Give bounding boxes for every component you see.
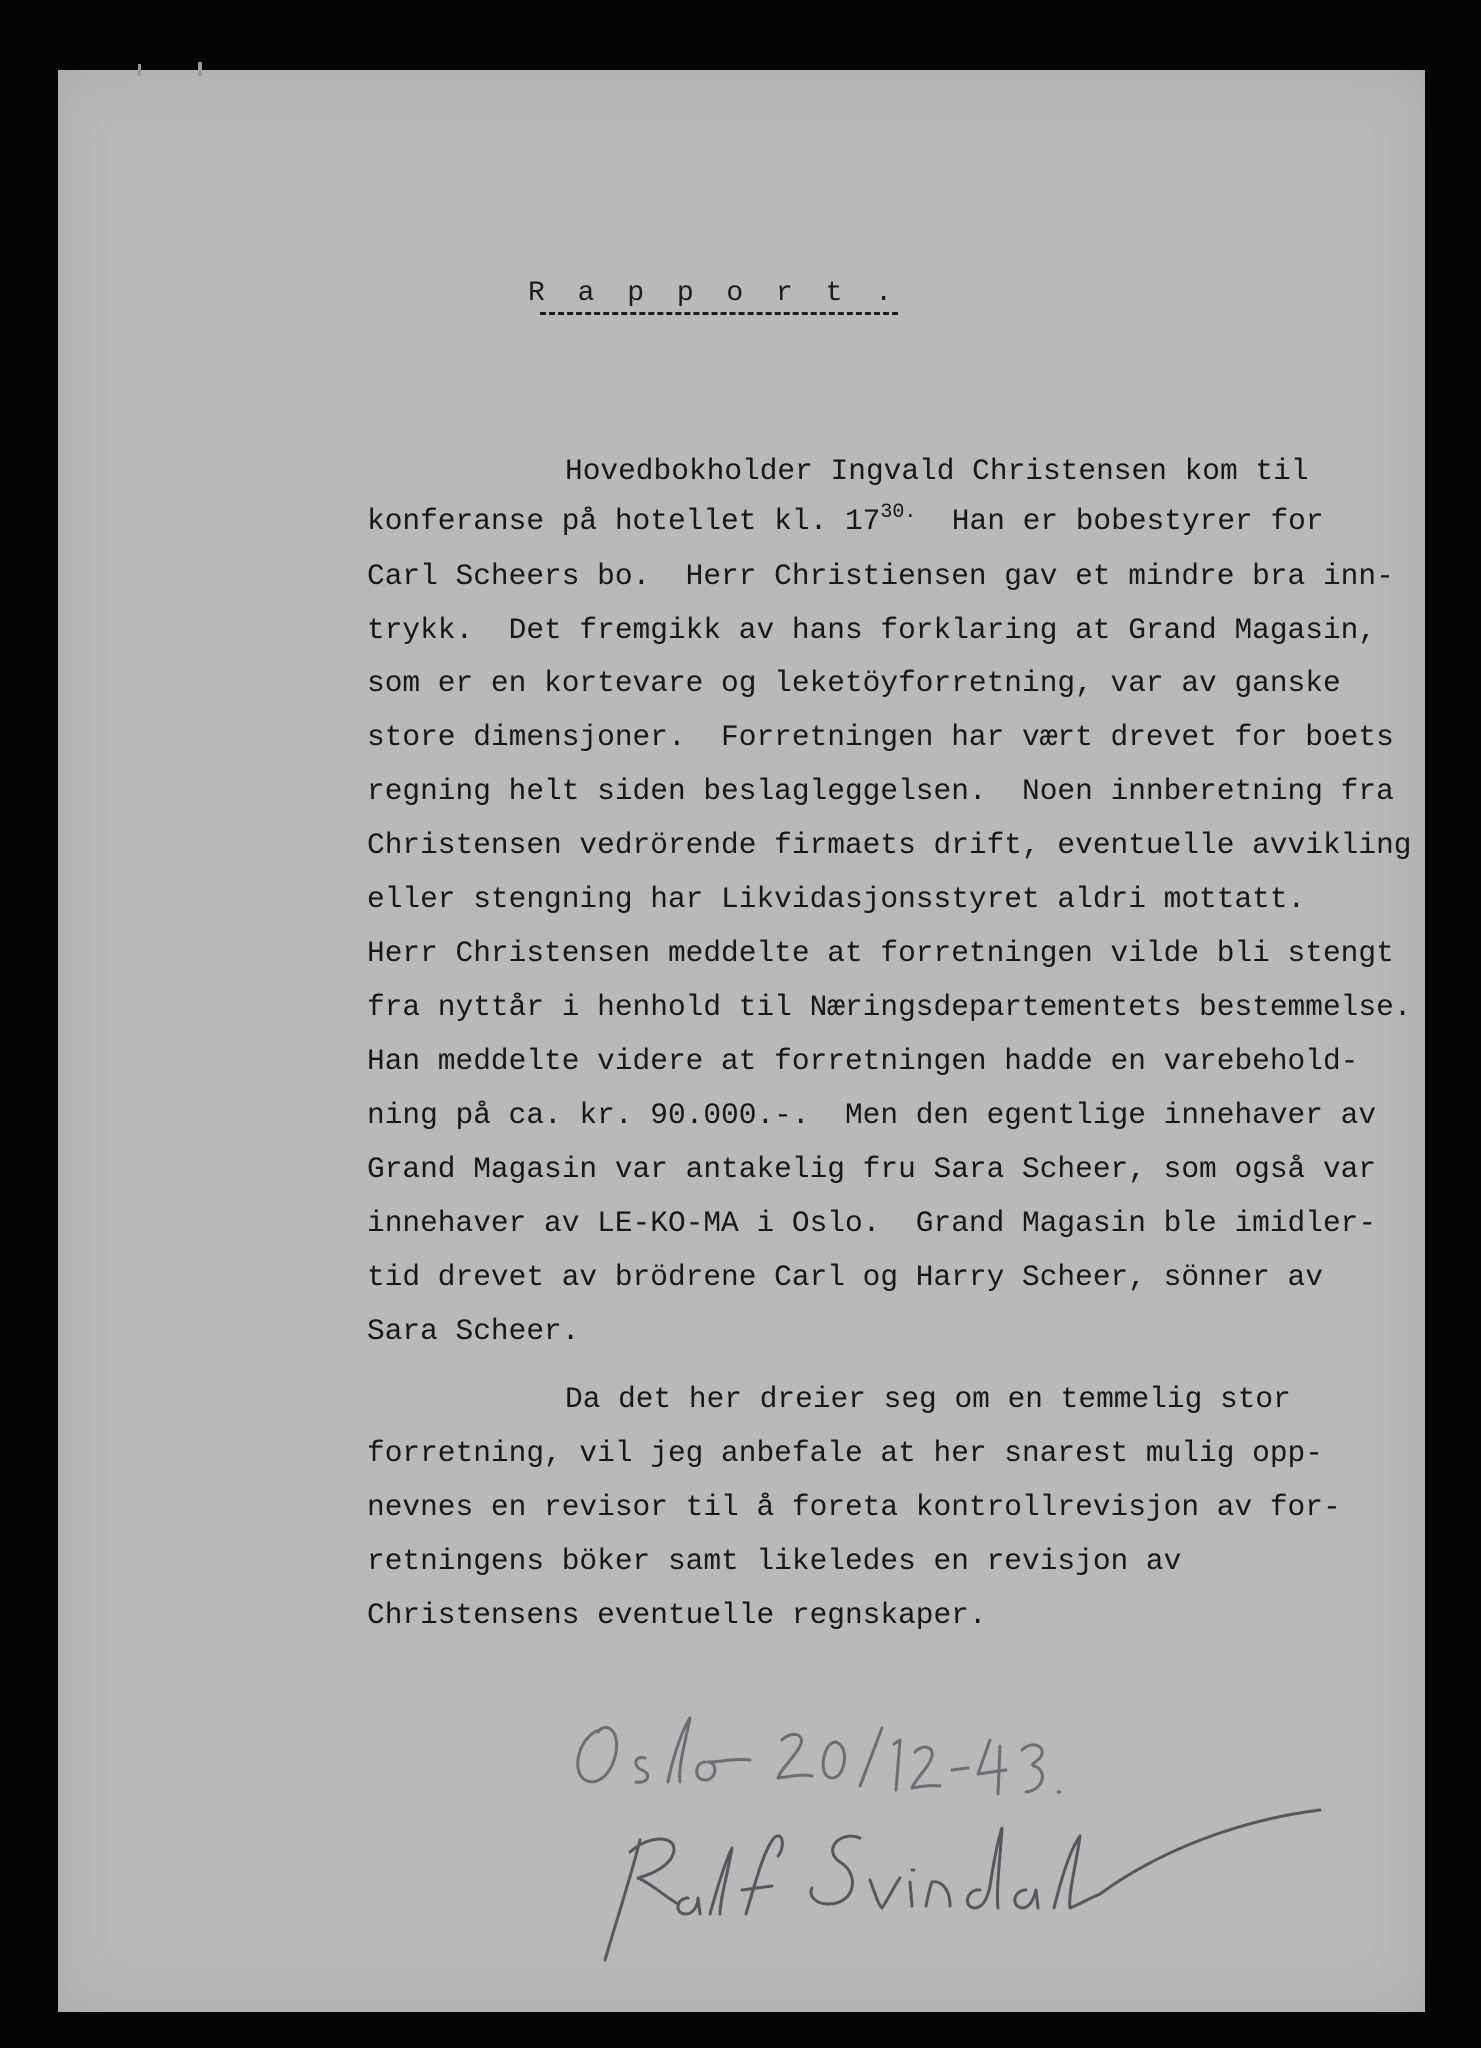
paragraph1-line: eller stengning har Likvidasjonsstyret aldri mottatt.: [367, 882, 1306, 916]
paragraph2-line: Christensens eventuelle regnskaper.: [367, 1598, 987, 1632]
edge-mark: [138, 64, 141, 76]
paragraph1-line-rest: Han er bobestyrer for: [916, 504, 1324, 538]
paragraph1-line: Grand Magasin var antakelig fru Sara Scheer, som også var: [367, 1152, 1377, 1186]
document-title: R a p p o r t .: [528, 278, 901, 309]
paragraph1-line: Sara Scheer.: [367, 1314, 580, 1348]
handwritten-signature-block: [560, 1700, 1380, 1980]
title-underline: [540, 312, 898, 315]
time-text: konferanse på hotellet kl. 17: [367, 504, 881, 538]
paragraph2-line: forretning, vil jeg anbefale at her snarest mulig opp-: [367, 1436, 1323, 1470]
paragraph1-line: Christensen vedrörende firmaets drift, eventuelle avvikling: [367, 828, 1412, 862]
paragraph1-line: innehaver av LE-KO-MA i Oslo. Grand Magasin ble imidler-: [367, 1206, 1377, 1240]
paragraph1-line: [367, 502, 1324, 540]
paragraph1-line: trykk. Det fremgikk av hans forklaring at Grand Magasin,: [367, 613, 1377, 647]
time-superscript: 30.: [880, 501, 917, 524]
handwritten-signature: [605, 1810, 1320, 1960]
paragraph1-line: ning på ca. kr. 90.000.-. Men den egentlige innehaver av: [367, 1098, 1377, 1132]
paragraph2-line: Da det her dreier seg om en temmelig stor: [565, 1382, 1291, 1416]
handwritten-place-date: [578, 1718, 1060, 1794]
paragraph1-line: regning helt siden beslagleggelsen. Noen innberetning fra: [367, 774, 1394, 808]
paragraph1-line: fra nyttår i henhold til Næringsdepartementets bestemmelse.: [367, 990, 1412, 1024]
paragraph1-line: Han meddelte videre at forretningen hadde en varebehold-: [367, 1044, 1359, 1078]
edge-mark: [198, 62, 202, 76]
paragraph1-line: Carl Scheers bo. Herr Christiensen gav et mindre bra inn-: [367, 559, 1394, 593]
paragraph2-line: retningens böker samt likeledes en revisjon av: [367, 1544, 1182, 1578]
paragraph1-line: Herr Christensen meddelte at forretningen vilde bli stengt: [367, 936, 1394, 970]
paragraph1-line: Hovedbokholder Ingvald Christensen kom til: [565, 454, 1309, 488]
paragraph1-line: store dimensjoner. Forretningen har vært drevet for boets: [367, 720, 1394, 754]
paragraph1-line: tid drevet av brödrene Carl og Harry Scheer, sönner av: [367, 1260, 1323, 1294]
paragraph1-line: som er en kortevare og leketöyforretning, var av ganske: [367, 666, 1341, 700]
paragraph2-line: nevnes en revisor til å foreta kontrollrevisjon av for-: [367, 1490, 1341, 1524]
